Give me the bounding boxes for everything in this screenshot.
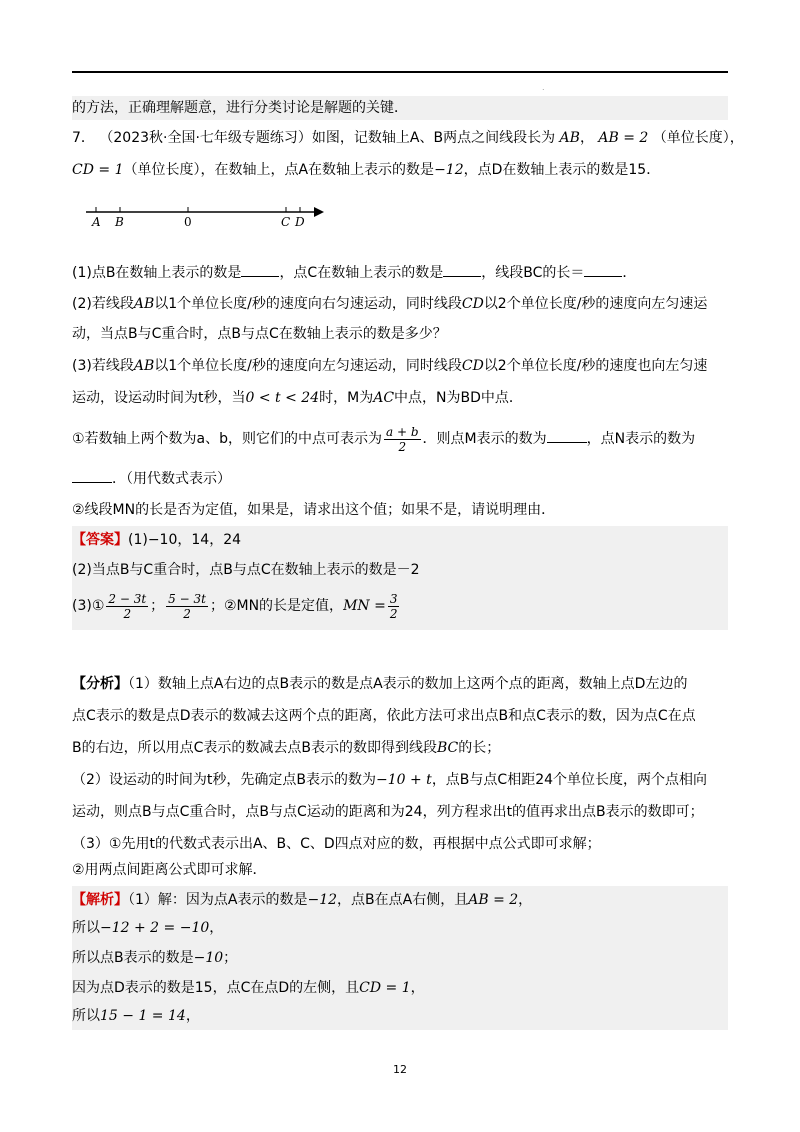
solution-line-4: 因为点D表示的数是15，点C在点D的左侧，且CD = 1， [72, 980, 425, 996]
blank-m [547, 428, 587, 443]
blank-3 [584, 262, 622, 277]
label-c: C [281, 215, 291, 229]
analysis-tag: 【分析】 [72, 676, 128, 692]
analysis-line-5: 运动，则点B与点C重合时，点B与点C运动的距离和为24，列方程求出t的值再求出点B表示的数即可； [72, 804, 704, 820]
solution-tag: 【解析】 [72, 892, 128, 908]
solution-line-5: 所以15 − 1 = 14， [72, 1008, 200, 1024]
header-dot: . [542, 83, 545, 92]
part-3-sub-1: ①若数轴上两个数为a、b，则它们的中点可表示为 $\frac{a + b}{2}$ ．则点M表示的数为 ，点N表示的数为 [72, 424, 696, 454]
label-d: D [295, 215, 305, 229]
blank-2 [443, 262, 481, 277]
label-b: B [115, 215, 124, 229]
analysis-line-4: （2）设运动的时间为t秒，先确定点B表示的数为−10 + t，点B与点C相距24个单位长度，两个点相向 [72, 772, 708, 788]
header-rule [72, 71, 728, 73]
part-3-line-2: 运动，设运动时间为t秒，当0 < t < 24时，M为AC中点，N为BD中点． [72, 390, 523, 406]
part-1: (1)点B在数轴上表示的数是 ，点C在数轴上表示的数是 ，线段BC的长＝ ． [72, 262, 728, 283]
number-line-arrow [314, 207, 324, 217]
analysis-line-2: 点C表示的数是点D表示的数减去这两个点的距离，依此方法可求出点B和点C表示的数，因为点C在点 [72, 708, 696, 724]
answer-line-3: (3)① $\frac{2 - 3t}{2}$ ； $\frac{5 - 3t}{2}$ ；②MN的长是定值，MN = $\frac{3}{2}$ [72, 591, 398, 621]
part-2-line-2: 动，当点B与C重合时，点B与点C在数轴上表示的数是多少？ [72, 326, 447, 342]
part-2-line-1: (2)若线段AB以1个单位长度/秒的速度向右匀速运动，同时线段CD以2个单位长度/秒的速度向左匀速运 [72, 296, 708, 312]
question-line-2: CD = 1（单位长度），在数轴上，点A在数轴上表示的数是−12，点D在数轴上表示的数是15． [72, 162, 661, 178]
page-number: 12 [393, 1063, 407, 1076]
number-line-figure [80, 200, 330, 230]
analysis-line-1: 【分析】（1）数轴上点A右边的点B表示的数是点A表示的数加上这两个点的距离，数轴上点D左边的 [72, 676, 688, 692]
analysis-line-6: （3）①先用t的代数式表示出A、B、C、D四点对应的数，再根据中点公式即可求解； [72, 836, 601, 852]
part-3-sub-1-cont: ．（用代数式表示） [72, 468, 728, 489]
intro-line: 的方法，正确理解题意，进行分类讨论是解题的关键． [72, 96, 728, 120]
answer-line-2: (2)当点B与C重合时，点B与点C在数轴上表示的数是－2 [72, 562, 420, 578]
answer-tag: 【答案】 [72, 532, 128, 548]
part-3-sub-2: ②线段MN的长是否为定值，如果是，请求出这个值；如果不是，请说明理由． [72, 502, 556, 518]
analysis-line-3: B的右边，所以用点C表示的数减去点B表示的数即得到线段BC的长； [72, 740, 501, 756]
midpoint-fraction: $\frac{a + b}{2}$ [386, 424, 419, 454]
question-number: 7． [72, 130, 95, 146]
part-3-line-1: (3)若线段AB以1个单位长度/秒的速度向左匀速运动，同时线段CD以2个单位长度/秒的速度也向左匀速 [72, 358, 708, 374]
solution-line-2: 所以−12 + 2 = −10， [72, 920, 224, 936]
answer-line-1: 【答案】(1)−10，14，24 [72, 532, 242, 548]
blank-n [72, 468, 112, 483]
label-0: 0 [184, 215, 192, 229]
solution-line-3: 所以点B表示的数是−10； [72, 950, 238, 966]
question-line-1: 7． （2023秋·全国·七年级专题练习）如图，记数轴上A、B两点之间线段长为 AB， AB = 2 （单位长度）， [72, 130, 744, 146]
blank-1 [241, 262, 279, 277]
label-a: A [92, 215, 101, 229]
analysis-line-7: ②用两点间距离公式即可求解． [72, 862, 267, 878]
solution-line-1: 【解析】（1）解：因为点A表示的数是−12，点B在点A右侧，且AB = 2， [72, 892, 533, 908]
